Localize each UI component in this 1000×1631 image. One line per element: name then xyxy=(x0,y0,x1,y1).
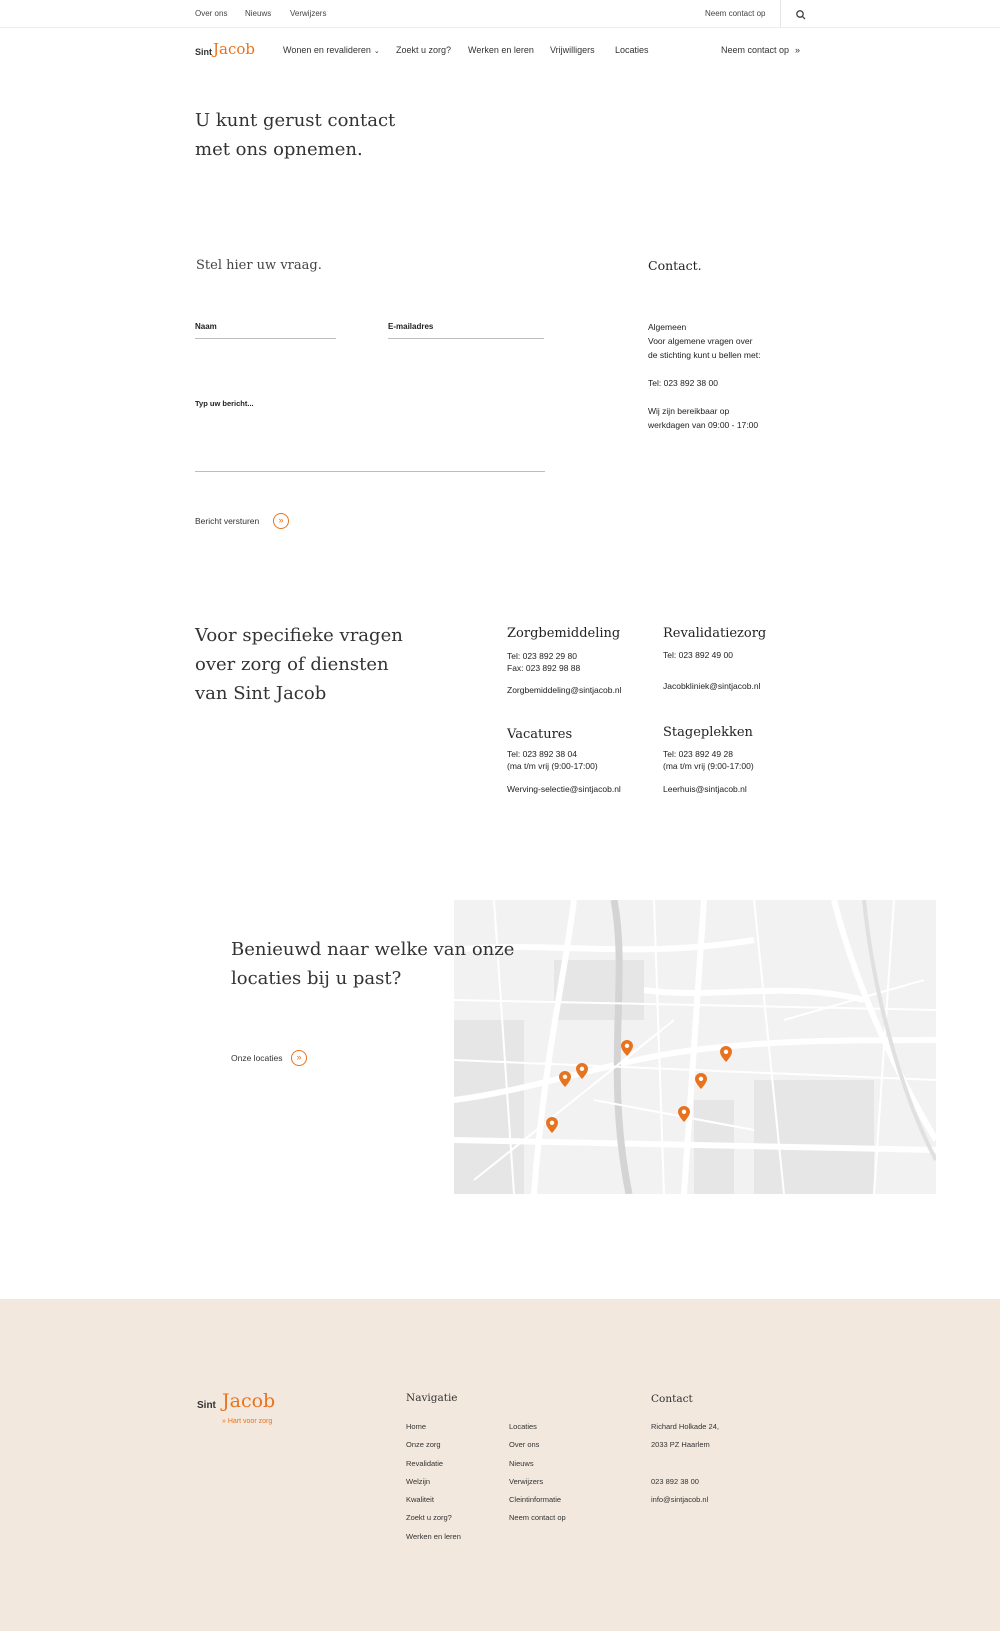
contact-line: de stichting kunt u bellen met: xyxy=(648,350,761,360)
toplink-over-ons[interactable]: Over ons xyxy=(195,9,228,18)
logo-sint-text: Sint xyxy=(195,47,212,57)
email-field-label: E-mailadres xyxy=(388,322,434,331)
locations-title xyxy=(231,935,514,993)
message-field-underline xyxy=(195,471,545,472)
name-field[interactable] xyxy=(195,318,336,338)
block-extra: (ma t/m vrij (9:00-17:00) xyxy=(507,761,598,771)
toplink-nieuws[interactable]: Nieuws xyxy=(245,9,272,18)
footer-link-werken-en-leren[interactable]: Werken en leren xyxy=(406,1531,461,1541)
specific-title-line-1: Voor specifieke vragen xyxy=(195,625,403,646)
contact-line: Voor algemene vragen over xyxy=(648,336,753,346)
specific-title-line-3: van Sint Jacob xyxy=(195,683,327,704)
double-chevron-right-icon: » xyxy=(273,513,289,529)
footer-link-revalidatie[interactable]: Revalidatie xyxy=(406,1458,444,1468)
footer-link-kwaliteit[interactable]: Kwaliteit xyxy=(406,1495,434,1505)
footer-tagline xyxy=(222,1418,272,1425)
block-extra: (ma t/m vrij (9:00-17:00) xyxy=(663,761,754,771)
block-tel: Tel: 023 892 29 80 xyxy=(507,651,577,661)
block-title: Vacatures xyxy=(507,727,573,742)
block-email-link[interactable]: Jacobkliniek@sintjacob.nl xyxy=(663,681,761,691)
email-field-underline xyxy=(388,338,544,339)
nav-cta-neem-contact-op[interactable] xyxy=(721,45,800,55)
nav-item-werken-en-leren[interactable]: Werken en leren xyxy=(468,45,534,55)
message-field[interactable] xyxy=(195,395,545,471)
toplink-neem-contact-op[interactable]: Neem contact op xyxy=(705,9,766,18)
locations-map[interactable] xyxy=(454,900,936,1194)
double-chevron-right-icon: » xyxy=(222,1418,226,1425)
footer-link-clientinformatie[interactable]: Cleintinformatie xyxy=(509,1495,562,1505)
contact-line: Wij zijn bereikbaar op xyxy=(648,406,730,416)
footer-email-link[interactable]: info@sintjacob.nl xyxy=(651,1495,709,1505)
double-chevron-right-icon: » xyxy=(795,45,801,55)
footer-link-verwijzers[interactable]: Verwijzers xyxy=(509,1476,544,1486)
logo-jacob-text: Jacob xyxy=(213,40,255,58)
submit-button-label: Bericht versturen xyxy=(195,516,260,526)
form-title: Stel hier uw vraag. xyxy=(196,258,322,273)
topbar-divider xyxy=(780,0,781,27)
contact-block-vacatures xyxy=(507,727,657,795)
hero-title-line-1: U kunt gerust contact xyxy=(195,110,396,131)
footer-phone-link[interactable]: 023 892 38 00 xyxy=(651,1476,699,1486)
name-field-underline xyxy=(195,338,336,339)
nav-item-wonen[interactable] xyxy=(283,45,380,55)
block-email-link[interactable]: Zorgbemiddeling@sintjacob.nl xyxy=(507,685,622,695)
footer-link-welzijn[interactable]: Welzijn xyxy=(406,1476,431,1486)
footer-link-neem-contact-op[interactable]: Neem contact op xyxy=(509,1513,566,1523)
block-tel: Tel: 023 892 49 28 xyxy=(663,749,733,759)
contact-line: Tel: 023 892 38 00 xyxy=(648,378,718,388)
contact-block-revalidatiezorg xyxy=(663,626,813,692)
footer-address-line-2: 2033 PZ Haarlem xyxy=(651,1440,710,1450)
contact-title: Contact. xyxy=(648,258,702,273)
contact-block-zorgbemiddeling xyxy=(507,626,657,696)
toplink-verwijzers[interactable]: Verwijzers xyxy=(290,9,327,18)
specific-title-line-2: over zorg of diensten xyxy=(195,654,389,675)
onze-locaties-link[interactable] xyxy=(231,1049,311,1069)
nav-cta-label: Neem contact op xyxy=(721,45,790,55)
search-icon[interactable] xyxy=(795,8,807,20)
footer-link-onze-zorg[interactable]: Onze zorg xyxy=(406,1440,441,1450)
specific-title xyxy=(195,621,403,708)
nav-item-wonen-label: Wonen en revalideren xyxy=(283,45,371,55)
block-email-link[interactable]: Leerhuis@sintjacob.nl xyxy=(663,784,747,794)
message-field-label: Typ uw bericht... xyxy=(195,399,254,408)
map-streets xyxy=(454,900,936,1194)
footer-nav-title: Navigatie xyxy=(406,1392,458,1404)
footer-link-zoekt-u-zorg[interactable]: Zoekt u zorg? xyxy=(406,1513,452,1523)
onze-locaties-label: Onze locaties xyxy=(231,1053,283,1063)
block-extra: Fax: 023 892 98 88 xyxy=(507,663,581,673)
contact-block-stageplekken xyxy=(663,725,813,795)
block-email-link[interactable]: Werving-selectie@sintjacob.nl xyxy=(507,784,621,794)
footer-logo-jacob: Jacob xyxy=(222,1390,276,1412)
contact-line: werkdagen van 09:00 - 17:00 xyxy=(648,420,759,430)
footer-logo[interactable] xyxy=(197,1390,297,1430)
double-chevron-right-icon: » xyxy=(291,1050,307,1066)
footer-tagline-text: Hart voor zorg xyxy=(227,1418,273,1425)
footer-link-locaties[interactable]: Locaties xyxy=(509,1422,537,1431)
contact-info xyxy=(648,320,798,432)
block-title: Stageplekken xyxy=(663,725,753,740)
footer-link-nieuws[interactable]: Nieuws xyxy=(509,1458,534,1468)
locations-title-line-1: Benieuwd naar welke van onze xyxy=(231,939,515,960)
nav-item-zoekt-u-zorg[interactable]: Zoekt u zorg? xyxy=(396,45,452,55)
footer-nav-col-2 xyxy=(509,1422,609,1532)
block-title: Revalidatiezorg xyxy=(663,626,767,641)
chevron-down-icon: ⌄ xyxy=(373,48,380,55)
locations-title-line-2: locaties bij u past? xyxy=(231,968,402,989)
site-logo[interactable] xyxy=(195,40,265,60)
hero-title xyxy=(195,106,395,164)
nav-item-vrijwilligers[interactable]: Vrijwilligers xyxy=(550,45,595,55)
hero-title-line-2: met ons opnemen. xyxy=(195,139,363,160)
contact-line xyxy=(648,390,798,404)
footer-nav-col-1 xyxy=(406,1422,506,1550)
block-title: Zorgbemiddeling xyxy=(507,626,621,641)
footer-link-over-ons[interactable]: Over ons xyxy=(509,1440,540,1450)
top-bar xyxy=(0,0,1000,28)
footer-link-home[interactable]: Home xyxy=(406,1422,427,1431)
block-tel: Tel: 023 892 49 00 xyxy=(663,650,733,660)
submit-button[interactable] xyxy=(195,512,290,532)
footer-logo-sint: Sint xyxy=(197,1400,216,1411)
footer-contact-title: Contact xyxy=(651,1393,693,1405)
nav-item-locaties[interactable]: Locaties xyxy=(615,45,649,55)
footer-address-line-1: Richard Holkade 24, xyxy=(651,1422,719,1431)
footer-contact-info xyxy=(651,1422,801,1513)
name-field-label: Naam xyxy=(195,322,217,331)
block-tel: Tel: 023 892 38 04 xyxy=(507,749,577,759)
contact-line xyxy=(648,362,798,376)
contact-line: Algemeen xyxy=(648,322,687,332)
email-field[interactable] xyxy=(388,318,544,338)
